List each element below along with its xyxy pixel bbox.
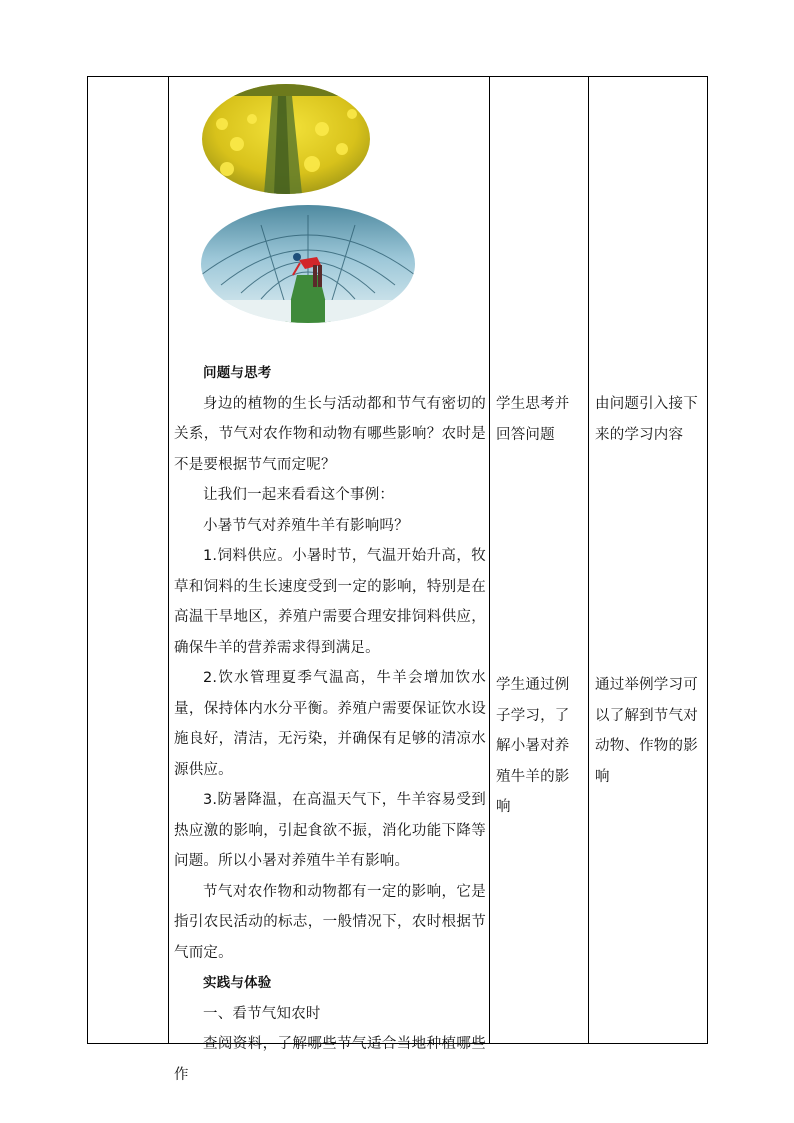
section-heading-questions: 问题与思考 (203, 365, 272, 381)
rapeseed-field-photo (202, 84, 370, 194)
paragraph-relationship: 身边的植物的生长与活动都和节气有密切的关系，节气对农作物和动物有哪些影响？农时是不是要根据节气而定呢？ (174, 395, 486, 473)
paragraph-practice-title: 一、看节气知农时 (203, 1005, 321, 1022)
paragraph-feed-supply: 1.饲料供应。小暑时节，气温开始升高，牧草和饲料的生长速度受到一定的影响，特别是在高温干旱地区，养殖户需要合理安排饲料供应，确保牛羊的营养需求得到满足。 (174, 548, 486, 656)
paragraph-question: 小暑节气对养殖牛羊有影响吗？ (203, 517, 409, 534)
table-col-border-3 (489, 76, 490, 1044)
table-col-border-5 (707, 76, 708, 1044)
main-content (174, 358, 486, 1090)
design-intent-2: 通过举例学习可以了解到节气对动物、作物的影响 (595, 677, 698, 785)
design-intent-1: 由问题引入接下来的学习内容 (595, 396, 698, 443)
student-activity-2: 学生通过例子学习，了解小暑对养殖牛羊的影响 (496, 677, 570, 815)
paragraph-conclusion: 节气对农作物和动物都有一定的影响，它是指引农民活动的标志，一般情况下，农时根据节气而定。 (174, 883, 486, 961)
paragraph-example-intro: 让我们一起来看看这个事例： (203, 487, 395, 503)
table-col-border-1 (87, 76, 88, 1044)
student-activity-1: 学生思考并回答问题 (496, 396, 570, 443)
table-col-border-4 (588, 76, 589, 1044)
paragraph-water-management: 2.饮水管理夏季气温高，牛羊会增加饮水量，保持体内水分平衡。养殖户需要保证饮水设施良好，清洁，无污染，并确保有足够的清凉水源供应。 (174, 670, 486, 778)
table-col-border-2 (168, 76, 169, 1044)
table-top-border (87, 76, 708, 77)
paragraph-practice-task: 查阅资料，了解哪些节气适合当地种植哪些作 (174, 1036, 486, 1083)
section-heading-practice: 实践与体验 (203, 975, 272, 991)
paragraph-heat-prevention: 3.防暑降温，在高温天气下，牛羊容易受到热应激的影响，引起食欲不振，消化功能下降等问题。所以小暑对养殖牛羊有影响。 (174, 792, 486, 869)
greenhouse-photo (201, 205, 415, 323)
